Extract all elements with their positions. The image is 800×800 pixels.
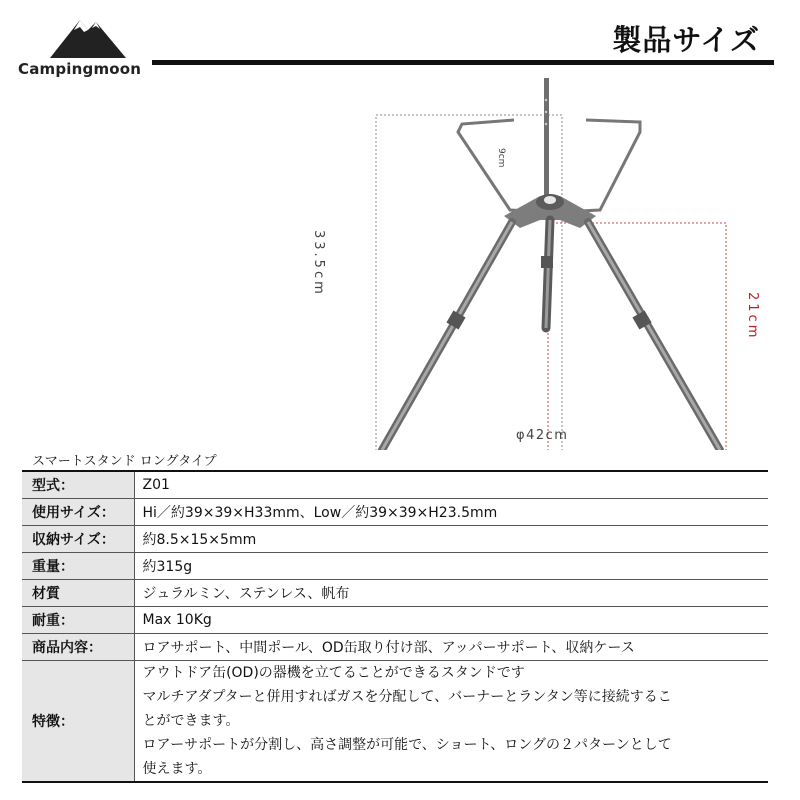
spec-label: 型式： xyxy=(22,471,134,498)
header-divider xyxy=(152,60,774,65)
spec-value: Max 10Kg xyxy=(134,606,768,633)
spec-value: ロアサポート、中間ポール、OD缶取り付け部、アッパーサポート、収納ケース xyxy=(134,633,768,660)
diameter-dimension-label: φ42cm xyxy=(516,428,569,443)
product-figure xyxy=(0,70,800,450)
spec-row-material xyxy=(22,579,768,606)
spec-label: 商品内容： xyxy=(22,633,134,660)
feature-line: とができます。 xyxy=(142,712,240,729)
spec-row-load-capacity xyxy=(22,606,768,633)
spec-value: Z01 xyxy=(134,471,768,498)
features-text xyxy=(134,660,768,782)
spec-label: 使用サイズ： xyxy=(22,498,134,525)
spec-label: 収納サイズ： xyxy=(22,525,134,552)
spec-label: 重量： xyxy=(22,552,134,579)
feature-line: 使えます。 xyxy=(142,760,212,777)
spec-row-weight xyxy=(22,552,768,579)
spec-value: Hi／約39×39×H33mm、Low／約39×39×H23.5mm xyxy=(134,498,768,525)
feature-line: ロアーサポートが分割し、高さ調整が可能で、ショート、ロングの２パターンとして xyxy=(142,736,672,753)
spec-value: 約315g xyxy=(134,552,768,579)
spec-row-contents xyxy=(22,633,768,660)
brand-name: Campingmoon xyxy=(18,60,142,78)
spec-label: 特徴： xyxy=(22,660,134,782)
spec-row-use-size xyxy=(22,498,768,525)
product-subtitle: スマートスタンド ロングタイプ xyxy=(32,454,217,469)
height-dimension-label: 33.5cm xyxy=(311,230,326,297)
spec-label: 耐重： xyxy=(22,606,134,633)
spec-row-features xyxy=(22,660,768,782)
spec-row-model xyxy=(22,471,768,498)
tripod-stand-illustration xyxy=(0,70,800,450)
page-title: 製品サイズ xyxy=(612,23,760,57)
spec-value: ジュラルミン、ステンレス、帆布 xyxy=(134,579,768,606)
low-height-dimension-label: 21cm xyxy=(745,292,760,341)
feature-line: マルチアダプターと併用すればガスを分配して、バーナーとランタン等に接続するこ xyxy=(142,688,672,705)
spec-row-storage-size xyxy=(22,525,768,552)
hook-dimension-label: 9cm xyxy=(496,148,506,168)
feature-line: アウトドア缶(OD)の器機を立てることができるスタンドです xyxy=(142,664,525,681)
spec-table xyxy=(22,470,768,783)
mountain-icon xyxy=(50,14,126,58)
spec-value: 約8.5×15×5mm xyxy=(134,525,768,552)
brand-logo xyxy=(16,14,156,78)
spec-label: 材質 xyxy=(22,579,134,606)
